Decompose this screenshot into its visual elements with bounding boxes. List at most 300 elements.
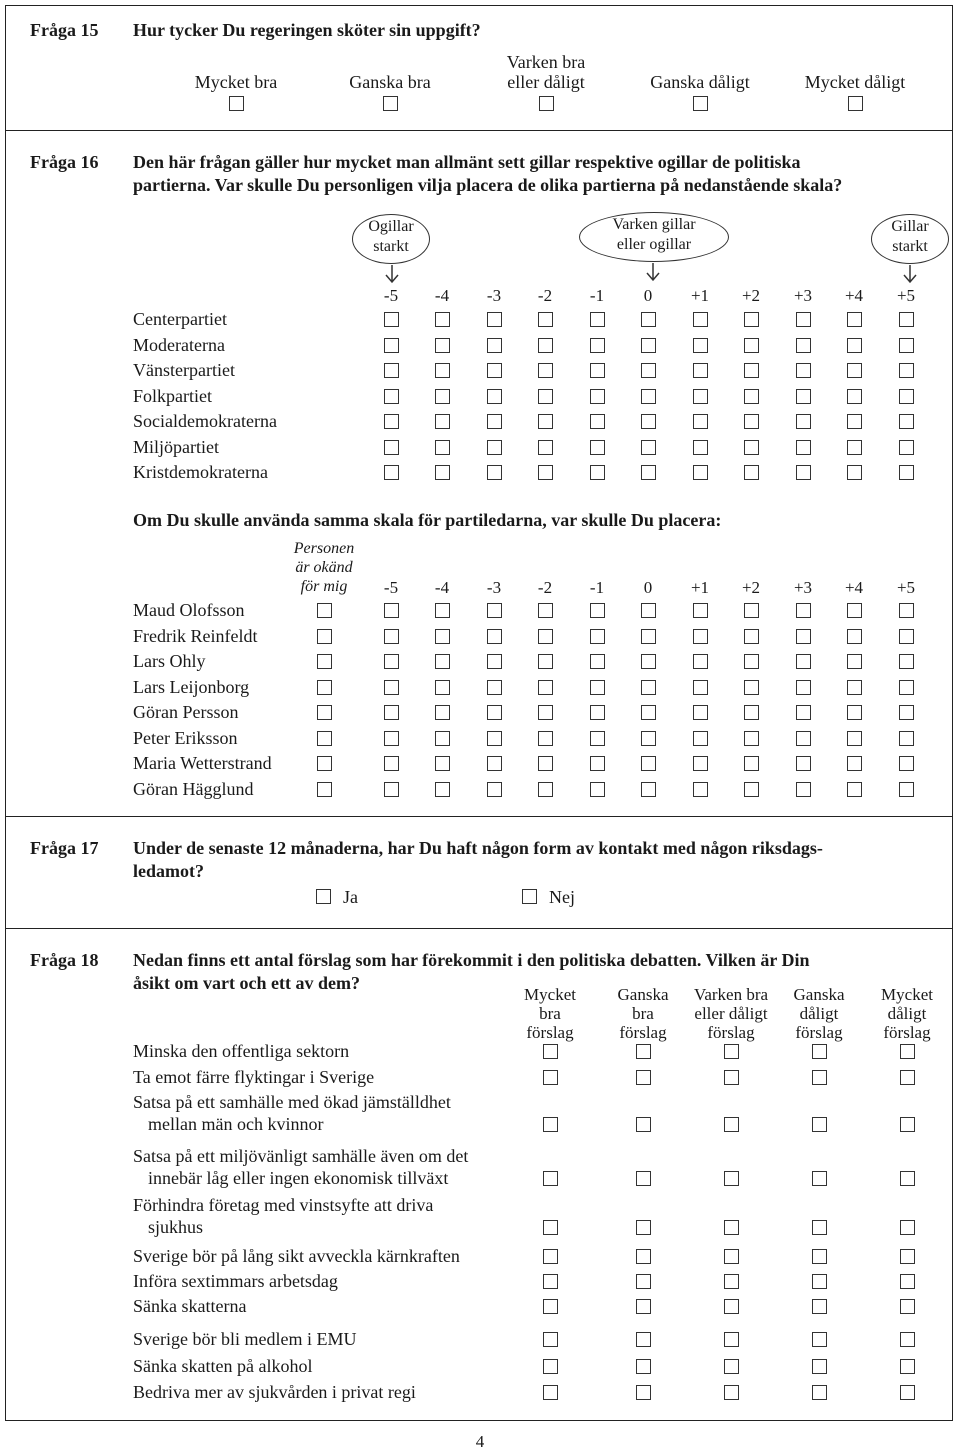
scale-checkbox[interactable] <box>744 465 759 480</box>
scale-checkbox[interactable] <box>538 705 553 720</box>
scale-checkbox[interactable] <box>693 414 708 429</box>
scale-checkbox[interactable] <box>744 603 759 618</box>
scale-checkbox[interactable] <box>899 414 914 429</box>
row-label: Centerpartiet <box>133 309 227 329</box>
proposal-checkbox[interactable] <box>900 1359 915 1374</box>
scale-checkbox[interactable] <box>487 629 502 644</box>
scale-checkbox[interactable] <box>384 465 399 480</box>
row-label: Göran Persson <box>133 702 239 722</box>
q17-nej-checkbox[interactable] <box>522 889 537 904</box>
scale-checkbox[interactable] <box>590 312 605 327</box>
scale-checkbox[interactable] <box>384 603 399 618</box>
scale-checkbox[interactable] <box>641 782 656 797</box>
scale-checkbox[interactable] <box>487 705 502 720</box>
scale-checkbox[interactable] <box>899 465 914 480</box>
proposal-checkbox[interactable] <box>812 1070 827 1085</box>
scale-checkbox[interactable] <box>899 654 914 669</box>
q15-number: Fråga 15 <box>30 20 99 40</box>
scale-checkbox[interactable] <box>693 338 708 353</box>
q18-question-line1: Nedan finns ett antal förslag som har förekommit i den politiska debatten. Vilken är Din <box>133 950 810 970</box>
q15-question: Hur tycker Du regeringen sköter sin uppgift? <box>133 20 481 40</box>
scale-checkbox[interactable] <box>487 465 502 480</box>
scale-checkbox[interactable] <box>847 389 862 404</box>
q15-option-checkbox[interactable] <box>539 96 554 111</box>
proposal-checkbox[interactable] <box>543 1249 558 1264</box>
proposal-checkbox[interactable] <box>900 1171 915 1186</box>
scale-anchor-label: Gillar <box>891 218 929 235</box>
row-label: Göran Hägglund <box>133 778 254 799</box>
proposal-checkbox[interactable] <box>636 1249 651 1264</box>
scale-checkbox[interactable] <box>435 414 450 429</box>
q18-column-header: förslag <box>619 1023 667 1042</box>
scale-checkbox[interactable] <box>384 756 399 771</box>
q16-question-line2: partierna. Var skulle Du personligen vilja placera de olika partierna på nedanstående skala? <box>133 175 843 195</box>
scale-checkbox[interactable] <box>796 363 811 378</box>
scale-checkbox[interactable] <box>538 603 553 618</box>
scale-checkbox[interactable] <box>899 782 914 797</box>
proposal-checkbox[interactable] <box>724 1385 739 1400</box>
proposal-checkbox[interactable] <box>636 1332 651 1347</box>
scale-checkbox[interactable] <box>641 312 656 327</box>
scale-checkbox[interactable] <box>693 629 708 644</box>
proposal-checkbox[interactable] <box>543 1359 558 1374</box>
scale-checkbox[interactable] <box>899 705 914 720</box>
scale-checkbox[interactable] <box>899 756 914 771</box>
q18-column-header: eller dåligt <box>694 1004 768 1023</box>
scale-checkbox[interactable] <box>487 440 502 455</box>
scale-checkbox[interactable] <box>744 389 759 404</box>
scale-checkbox[interactable] <box>538 782 553 797</box>
scale-checkbox[interactable] <box>487 603 502 618</box>
scale-checkbox[interactable] <box>744 654 759 669</box>
proposal-checkbox[interactable] <box>812 1332 827 1347</box>
scale-value-label: -5 <box>383 286 399 305</box>
scale-checkbox[interactable] <box>796 782 811 797</box>
row-label: Moderaterna <box>133 334 225 355</box>
scale-checkbox[interactable] <box>899 629 914 644</box>
scale-checkbox[interactable] <box>641 338 656 353</box>
scale-checkbox[interactable] <box>847 414 862 429</box>
proposal-checkbox[interactable] <box>812 1359 827 1374</box>
unknown-checkbox[interactable] <box>317 680 332 695</box>
proposal-label: Sverige bör bli medlem i EMU <box>133 1329 357 1349</box>
scale-checkbox[interactable] <box>435 465 450 480</box>
scale-checkbox[interactable] <box>744 414 759 429</box>
scale-checkbox[interactable] <box>435 312 450 327</box>
proposal-label: mellan män och kvinnor <box>148 1114 324 1134</box>
proposal-checkbox[interactable] <box>900 1249 915 1264</box>
proposal-checkbox[interactable] <box>636 1070 651 1085</box>
scale-checkbox[interactable] <box>693 603 708 618</box>
q18-column-header: Ganska <box>793 985 845 1004</box>
scale-checkbox[interactable] <box>487 756 502 771</box>
proposal-checkbox[interactable] <box>812 1220 827 1235</box>
scale-checkbox[interactable] <box>847 680 862 695</box>
scale-checkbox[interactable] <box>641 465 656 480</box>
scale-checkbox[interactable] <box>641 389 656 404</box>
scale-checkbox[interactable] <box>590 654 605 669</box>
scale-checkbox[interactable] <box>590 414 605 429</box>
scale-checkbox[interactable] <box>796 756 811 771</box>
scale-checkbox[interactable] <box>538 465 553 480</box>
proposal-checkbox[interactable] <box>812 1299 827 1314</box>
proposal-checkbox[interactable] <box>900 1332 915 1347</box>
scale-checkbox[interactable] <box>899 312 914 327</box>
scale-checkbox[interactable] <box>384 440 399 455</box>
scale-checkbox[interactable] <box>590 389 605 404</box>
scale-checkbox[interactable] <box>744 312 759 327</box>
scale-checkbox[interactable] <box>847 705 862 720</box>
proposal-checkbox[interactable] <box>812 1117 827 1132</box>
proposal-checkbox[interactable] <box>812 1249 827 1264</box>
scale-checkbox[interactable] <box>590 782 605 797</box>
proposal-checkbox[interactable] <box>636 1359 651 1374</box>
proposal-checkbox[interactable] <box>900 1070 915 1085</box>
scale-checkbox[interactable] <box>693 782 708 797</box>
proposal-checkbox[interactable] <box>724 1299 739 1314</box>
scale-checkbox[interactable] <box>590 440 605 455</box>
q15-option-checkbox[interactable] <box>383 96 398 111</box>
scale-checkbox[interactable] <box>435 363 450 378</box>
scale-checkbox[interactable] <box>899 363 914 378</box>
scale-checkbox[interactable] <box>384 782 399 797</box>
q17-ja-label: Ja <box>343 887 358 907</box>
scale-anchor-bubble <box>871 214 949 264</box>
scale-checkbox[interactable] <box>693 731 708 746</box>
scale-checkbox[interactable] <box>641 705 656 720</box>
scale-anchor-bubble <box>352 214 430 264</box>
scale-anchor-bubble <box>579 212 729 262</box>
proposal-checkbox[interactable] <box>900 1299 915 1314</box>
proposal-checkbox[interactable] <box>724 1044 739 1059</box>
scale-checkbox[interactable] <box>435 782 450 797</box>
scale-checkbox[interactable] <box>641 440 656 455</box>
row-label: Lars Ohly <box>133 651 206 671</box>
proposal-label: Sverige bör på lång sikt avveckla kärnkraften <box>133 1246 460 1266</box>
scale-checkbox[interactable] <box>538 363 553 378</box>
q17-ja-checkbox[interactable] <box>316 889 331 904</box>
scale-checkbox[interactable] <box>538 312 553 327</box>
scale-checkbox[interactable] <box>384 680 399 695</box>
scale-checkbox[interactable] <box>590 465 605 480</box>
unknown-checkbox[interactable] <box>317 756 332 771</box>
scale-checkbox[interactable] <box>538 731 553 746</box>
proposal-checkbox[interactable] <box>724 1117 739 1132</box>
divider <box>5 928 953 929</box>
scale-checkbox[interactable] <box>847 440 862 455</box>
proposal-checkbox[interactable] <box>543 1171 558 1186</box>
scale-checkbox[interactable] <box>899 680 914 695</box>
row-label: Maria Wetterstrand <box>133 753 272 773</box>
unknown-checkbox[interactable] <box>317 603 332 618</box>
q15-option-checkbox[interactable] <box>693 96 708 111</box>
row-label: Folkpartiet <box>133 385 212 406</box>
scale-checkbox[interactable] <box>796 465 811 480</box>
scale-checkbox[interactable] <box>538 440 553 455</box>
scale-checkbox[interactable] <box>435 603 450 618</box>
scale-checkbox[interactable] <box>435 629 450 644</box>
scale-checkbox[interactable] <box>744 338 759 353</box>
proposal-checkbox[interactable] <box>543 1299 558 1314</box>
q15-option-label: Mycket bra <box>194 72 278 92</box>
proposal-checkbox[interactable] <box>724 1249 739 1264</box>
scale-checkbox[interactable] <box>435 654 450 669</box>
proposal-checkbox[interactable] <box>636 1117 651 1132</box>
scale-checkbox[interactable] <box>693 389 708 404</box>
scale-checkbox[interactable] <box>641 629 656 644</box>
proposal-checkbox[interactable] <box>543 1274 558 1289</box>
scale-checkbox[interactable] <box>641 363 656 378</box>
scale-checkbox[interactable] <box>693 363 708 378</box>
scale-checkbox[interactable] <box>384 312 399 327</box>
scale-checkbox[interactable] <box>487 312 502 327</box>
scale-checkbox[interactable] <box>796 705 811 720</box>
scale-anchor-label: eller ogillar <box>616 236 692 253</box>
scale-checkbox[interactable] <box>590 705 605 720</box>
scale-anchor-label: Ogillar <box>368 218 414 235</box>
scale-checkbox[interactable] <box>693 654 708 669</box>
scale-checkbox[interactable] <box>744 363 759 378</box>
scale-checkbox[interactable] <box>435 389 450 404</box>
proposal-label: innebär låg eller ingen ekonomisk tillväxt <box>148 1168 449 1188</box>
scale-value-label: -4 <box>434 286 450 305</box>
proposal-checkbox[interactable] <box>543 1385 558 1400</box>
scale-checkbox[interactable] <box>641 756 656 771</box>
proposal-checkbox[interactable] <box>812 1171 827 1186</box>
scale-checkbox[interactable] <box>847 465 862 480</box>
scale-checkbox[interactable] <box>744 629 759 644</box>
proposal-checkbox[interactable] <box>636 1274 651 1289</box>
proposal-checkbox[interactable] <box>724 1171 739 1186</box>
unknown-person-label: är okänd <box>295 559 353 576</box>
scale-value-label: -2 <box>537 578 553 597</box>
scale-checkbox[interactable] <box>847 654 862 669</box>
scale-checkbox[interactable] <box>435 705 450 720</box>
scale-checkbox[interactable] <box>487 680 502 695</box>
scale-checkbox[interactable] <box>899 440 914 455</box>
unknown-checkbox[interactable] <box>317 629 332 644</box>
proposal-checkbox[interactable] <box>543 1117 558 1132</box>
row-label: Kristdemokraterna <box>133 462 268 482</box>
scale-value-label: 0 <box>643 286 653 305</box>
arrow-down-icon <box>903 264 917 284</box>
scale-checkbox[interactable] <box>435 731 450 746</box>
scale-checkbox[interactable] <box>693 312 708 327</box>
proposal-checkbox[interactable] <box>812 1385 827 1400</box>
scale-anchor-label: starkt <box>892 238 928 255</box>
proposal-checkbox[interactable] <box>900 1385 915 1400</box>
scale-checkbox[interactable] <box>899 389 914 404</box>
scale-checkbox[interactable] <box>641 603 656 618</box>
scale-checkbox[interactable] <box>796 654 811 669</box>
scale-value-label: -5 <box>383 578 399 597</box>
scale-checkbox[interactable] <box>384 338 399 353</box>
scale-value-label: -1 <box>589 578 605 597</box>
row-label: Fredrik Reinfeldt <box>133 625 258 646</box>
scale-value-label: -3 <box>486 578 502 597</box>
proposal-checkbox[interactable] <box>636 1220 651 1235</box>
unknown-person-label: för mig <box>300 578 348 595</box>
proposal-checkbox[interactable] <box>636 1044 651 1059</box>
scale-anchor-label: starkt <box>373 238 409 255</box>
scale-checkbox[interactable] <box>796 680 811 695</box>
q18-column-header: bra <box>539 1004 561 1023</box>
scale-checkbox[interactable] <box>538 414 553 429</box>
scale-checkbox[interactable] <box>538 756 553 771</box>
proposal-checkbox[interactable] <box>900 1044 915 1059</box>
proposal-checkbox[interactable] <box>900 1117 915 1132</box>
scale-checkbox[interactable] <box>384 654 399 669</box>
q15-option-label: eller dåligt <box>507 72 585 92</box>
scale-checkbox[interactable] <box>693 756 708 771</box>
scale-checkbox[interactable] <box>435 680 450 695</box>
proposal-checkbox[interactable] <box>636 1299 651 1314</box>
unknown-person-label: Personen <box>293 540 355 557</box>
scale-checkbox[interactable] <box>641 414 656 429</box>
proposal-checkbox[interactable] <box>812 1044 827 1059</box>
proposal-checkbox[interactable] <box>812 1274 827 1289</box>
scale-checkbox[interactable] <box>796 440 811 455</box>
proposal-label: Bedriva mer av sjukvården i privat regi <box>133 1382 416 1402</box>
proposal-checkbox[interactable] <box>900 1220 915 1235</box>
proposal-checkbox[interactable] <box>724 1220 739 1235</box>
scale-checkbox[interactable] <box>744 440 759 455</box>
q18-column-header: förslag <box>707 1023 755 1042</box>
scale-checkbox[interactable] <box>590 338 605 353</box>
arrow-down-icon <box>385 264 399 284</box>
q16-number: Fråga 16 <box>30 152 99 172</box>
scale-checkbox[interactable] <box>847 312 862 327</box>
scale-value-label: -1 <box>589 286 605 305</box>
unknown-checkbox[interactable] <box>317 731 332 746</box>
scale-checkbox[interactable] <box>487 782 502 797</box>
q18-column-header: förslag <box>883 1023 931 1042</box>
proposal-checkbox[interactable] <box>543 1070 558 1085</box>
proposal-checkbox[interactable] <box>543 1332 558 1347</box>
scale-checkbox[interactable] <box>384 414 399 429</box>
scale-checkbox[interactable] <box>538 680 553 695</box>
scale-checkbox[interactable] <box>590 603 605 618</box>
scale-value-label: -4 <box>434 578 450 597</box>
proposal-label: Införa sextimmars arbetsdag <box>133 1271 338 1291</box>
scale-checkbox[interactable] <box>847 363 862 378</box>
scale-checkbox[interactable] <box>487 414 502 429</box>
proposal-checkbox[interactable] <box>543 1220 558 1235</box>
scale-value-label: +5 <box>896 578 916 597</box>
scale-checkbox[interactable] <box>796 414 811 429</box>
proposal-checkbox[interactable] <box>724 1274 739 1289</box>
scale-checkbox[interactable] <box>538 338 553 353</box>
unknown-checkbox[interactable] <box>317 705 332 720</box>
proposal-label: Sänka skatterna <box>133 1296 247 1316</box>
scale-checkbox[interactable] <box>435 756 450 771</box>
q15-option-label: Ganska dåligt <box>650 72 750 92</box>
scale-checkbox[interactable] <box>899 603 914 618</box>
scale-checkbox[interactable] <box>641 680 656 695</box>
scale-checkbox[interactable] <box>641 731 656 746</box>
scale-checkbox[interactable] <box>744 782 759 797</box>
scale-checkbox[interactable] <box>847 731 862 746</box>
scale-checkbox[interactable] <box>538 629 553 644</box>
scale-checkbox[interactable] <box>487 654 502 669</box>
scale-checkbox[interactable] <box>590 731 605 746</box>
scale-checkbox[interactable] <box>435 440 450 455</box>
unknown-checkbox[interactable] <box>317 654 332 669</box>
proposal-checkbox[interactable] <box>636 1171 651 1186</box>
scale-checkbox[interactable] <box>796 312 811 327</box>
unknown-checkbox[interactable] <box>317 782 332 797</box>
q17-number: Fråga 17 <box>30 838 99 858</box>
scale-checkbox[interactable] <box>796 629 811 644</box>
proposal-checkbox[interactable] <box>724 1332 739 1347</box>
q18-column-header: Ganska <box>617 985 669 1004</box>
scale-checkbox[interactable] <box>590 680 605 695</box>
scale-checkbox[interactable] <box>744 680 759 695</box>
scale-checkbox[interactable] <box>744 705 759 720</box>
proposal-label: Satsa på ett samhälle med ökad jämställdhet <box>133 1092 451 1112</box>
scale-checkbox[interactable] <box>744 756 759 771</box>
proposal-checkbox[interactable] <box>724 1070 739 1085</box>
row-label: Miljöpartiet <box>133 436 219 457</box>
q15-option-checkbox[interactable] <box>848 96 863 111</box>
scale-checkbox[interactable] <box>796 603 811 618</box>
scale-checkbox[interactable] <box>847 338 862 353</box>
scale-checkbox[interactable] <box>538 389 553 404</box>
scale-checkbox[interactable] <box>796 338 811 353</box>
proposal-label: Satsa på ett miljövänligt samhälle även om det <box>133 1146 469 1166</box>
scale-checkbox[interactable] <box>693 680 708 695</box>
scale-checkbox[interactable] <box>590 629 605 644</box>
scale-checkbox[interactable] <box>384 629 399 644</box>
q18-column-header: dåligt <box>887 1004 927 1023</box>
scale-checkbox[interactable] <box>899 731 914 746</box>
q15-option-checkbox[interactable] <box>229 96 244 111</box>
scale-checkbox[interactable] <box>538 654 553 669</box>
scale-checkbox[interactable] <box>847 603 862 618</box>
proposal-checkbox[interactable] <box>636 1385 651 1400</box>
scale-checkbox[interactable] <box>847 782 862 797</box>
scale-checkbox[interactable] <box>487 338 502 353</box>
scale-checkbox[interactable] <box>847 629 862 644</box>
scale-checkbox[interactable] <box>487 731 502 746</box>
scale-checkbox[interactable] <box>693 440 708 455</box>
scale-checkbox[interactable] <box>487 389 502 404</box>
scale-checkbox[interactable] <box>641 654 656 669</box>
scale-value-label: +2 <box>741 578 761 597</box>
proposal-checkbox[interactable] <box>543 1044 558 1059</box>
scale-checkbox[interactable] <box>384 363 399 378</box>
scale-checkbox[interactable] <box>384 731 399 746</box>
scale-checkbox[interactable] <box>693 705 708 720</box>
scale-value-label: +4 <box>844 286 864 305</box>
scale-checkbox[interactable] <box>487 363 502 378</box>
scale-checkbox[interactable] <box>899 338 914 353</box>
scale-checkbox[interactable] <box>590 756 605 771</box>
scale-checkbox[interactable] <box>693 465 708 480</box>
scale-checkbox[interactable] <box>796 731 811 746</box>
scale-value-label: +2 <box>741 286 761 305</box>
scale-checkbox[interactable] <box>744 731 759 746</box>
scale-checkbox[interactable] <box>847 756 862 771</box>
scale-checkbox[interactable] <box>384 389 399 404</box>
proposal-checkbox[interactable] <box>724 1359 739 1374</box>
scale-checkbox[interactable] <box>435 338 450 353</box>
scale-checkbox[interactable] <box>384 705 399 720</box>
proposal-checkbox[interactable] <box>900 1274 915 1289</box>
scale-checkbox[interactable] <box>590 363 605 378</box>
scale-checkbox[interactable] <box>796 389 811 404</box>
q15-option-label: Mycket dåligt <box>804 72 906 92</box>
